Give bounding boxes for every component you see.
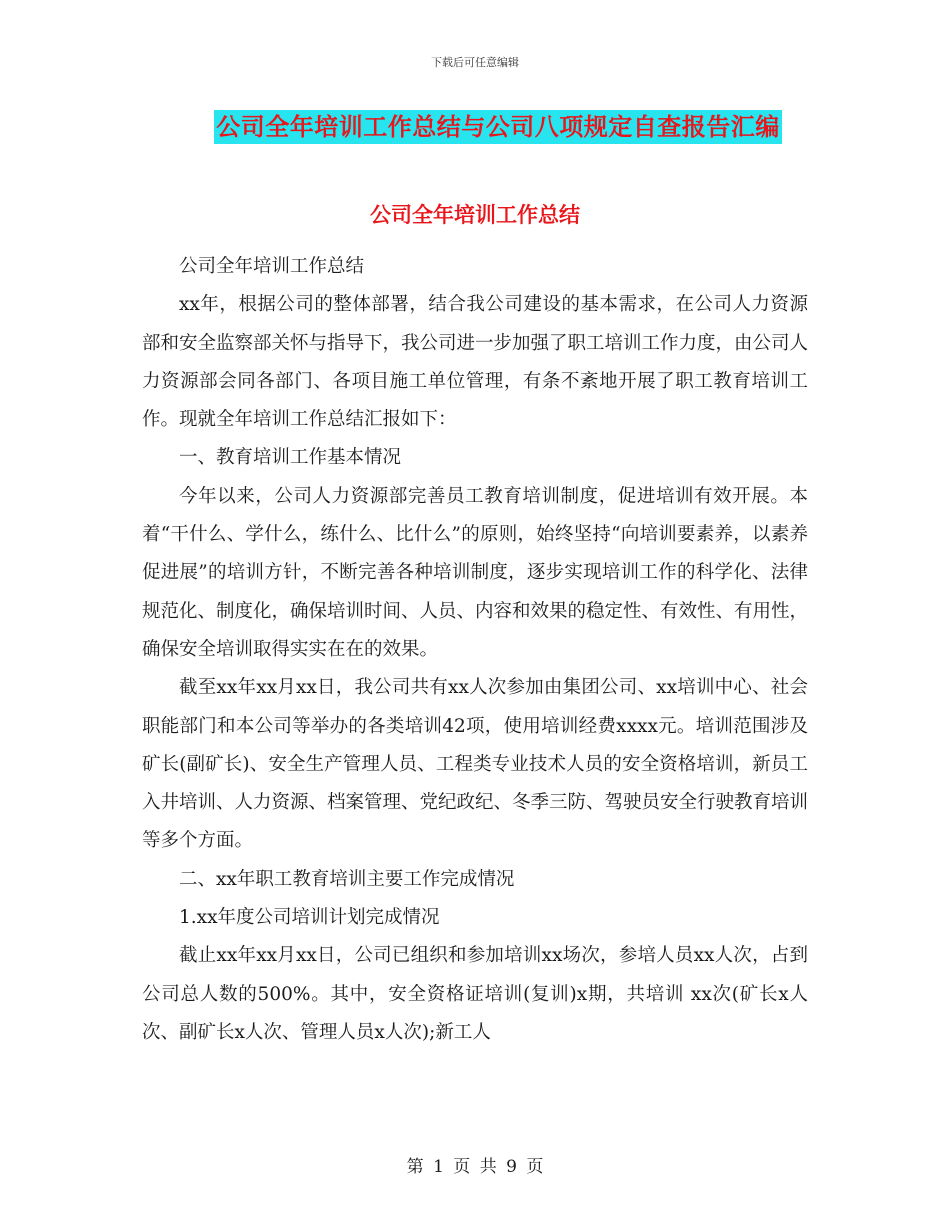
document-title: 公司全年培训工作总结与公司八项规定自查报告汇编	[214, 110, 782, 144]
document-body	[142, 248, 808, 1052]
paragraph: 公司全年培训工作总结	[179, 256, 365, 277]
paragraph-subheading: 1.xx年度公司培训计划完成情况	[179, 907, 440, 929]
paragraph: 今年以来，公司人力资源部完善员工教育培训制度，促进培训有效开展。本着“干什么、学什么，练什么、比什么”的原则，始终坚持“向培训要素养，以素养促进展”的培训方针，不断完善各种培训制度，逐步实现培训工作的科学化、法律规范化、制度化，确保培训时间、人员、内容和效果的稳定性、有效性、有用性，确保安全培训取得实实在在的效果。	[142, 485, 809, 660]
paragraph: 截至xx年xx月xx日，我公司共有xx人次参加由集团公司、xx培训中心、社会职能部门和本公司等举办的各类培训42项，使用培训经费xxxx元。培训范围涉及矿长(副矿长)、安全生产管理人员、工程类专业技术人员的安全资格培训，新员工入井培训、人力资源、档案管理、党纪政纪、冬季三防、驾驶员安全行驶教育培训等多个方面。	[142, 677, 809, 852]
paragraph: 截止xx年xx月xx日，公司已组织和参加培训xx场次，参培人员xx人次，占到公司总人数的500%。其中，安全资格证培训(复训)x期，共培训 xx次(矿长x人次、副矿长x人次、管理人员x人次);新工人	[142, 945, 808, 1043]
document-title-wrapper	[0, 110, 950, 144]
paragraph-heading: 一、教育培训工作基本情况	[179, 447, 402, 469]
page-number: 第 1 页 共 9 页	[406, 1157, 544, 1177]
paragraph-heading: 二、xx年职工教育培训主要工作完成情况	[179, 868, 515, 890]
header-note: 下载后可任意编辑	[431, 56, 519, 69]
section-title: 公司全年培训工作总结	[370, 202, 580, 227]
paragraph: xx年，根据公司的整体部署，结合我公司建设的基本需求，在公司人力资源部和安全监察部关怀与指导下，我公司进一步加强了职工培训工作力度，由公司人力资源部会同各部门、各项目施工单位管理，有条不紊地开展了职工教育培训工作。现就全年培训工作总结汇报如下：	[142, 294, 809, 431]
